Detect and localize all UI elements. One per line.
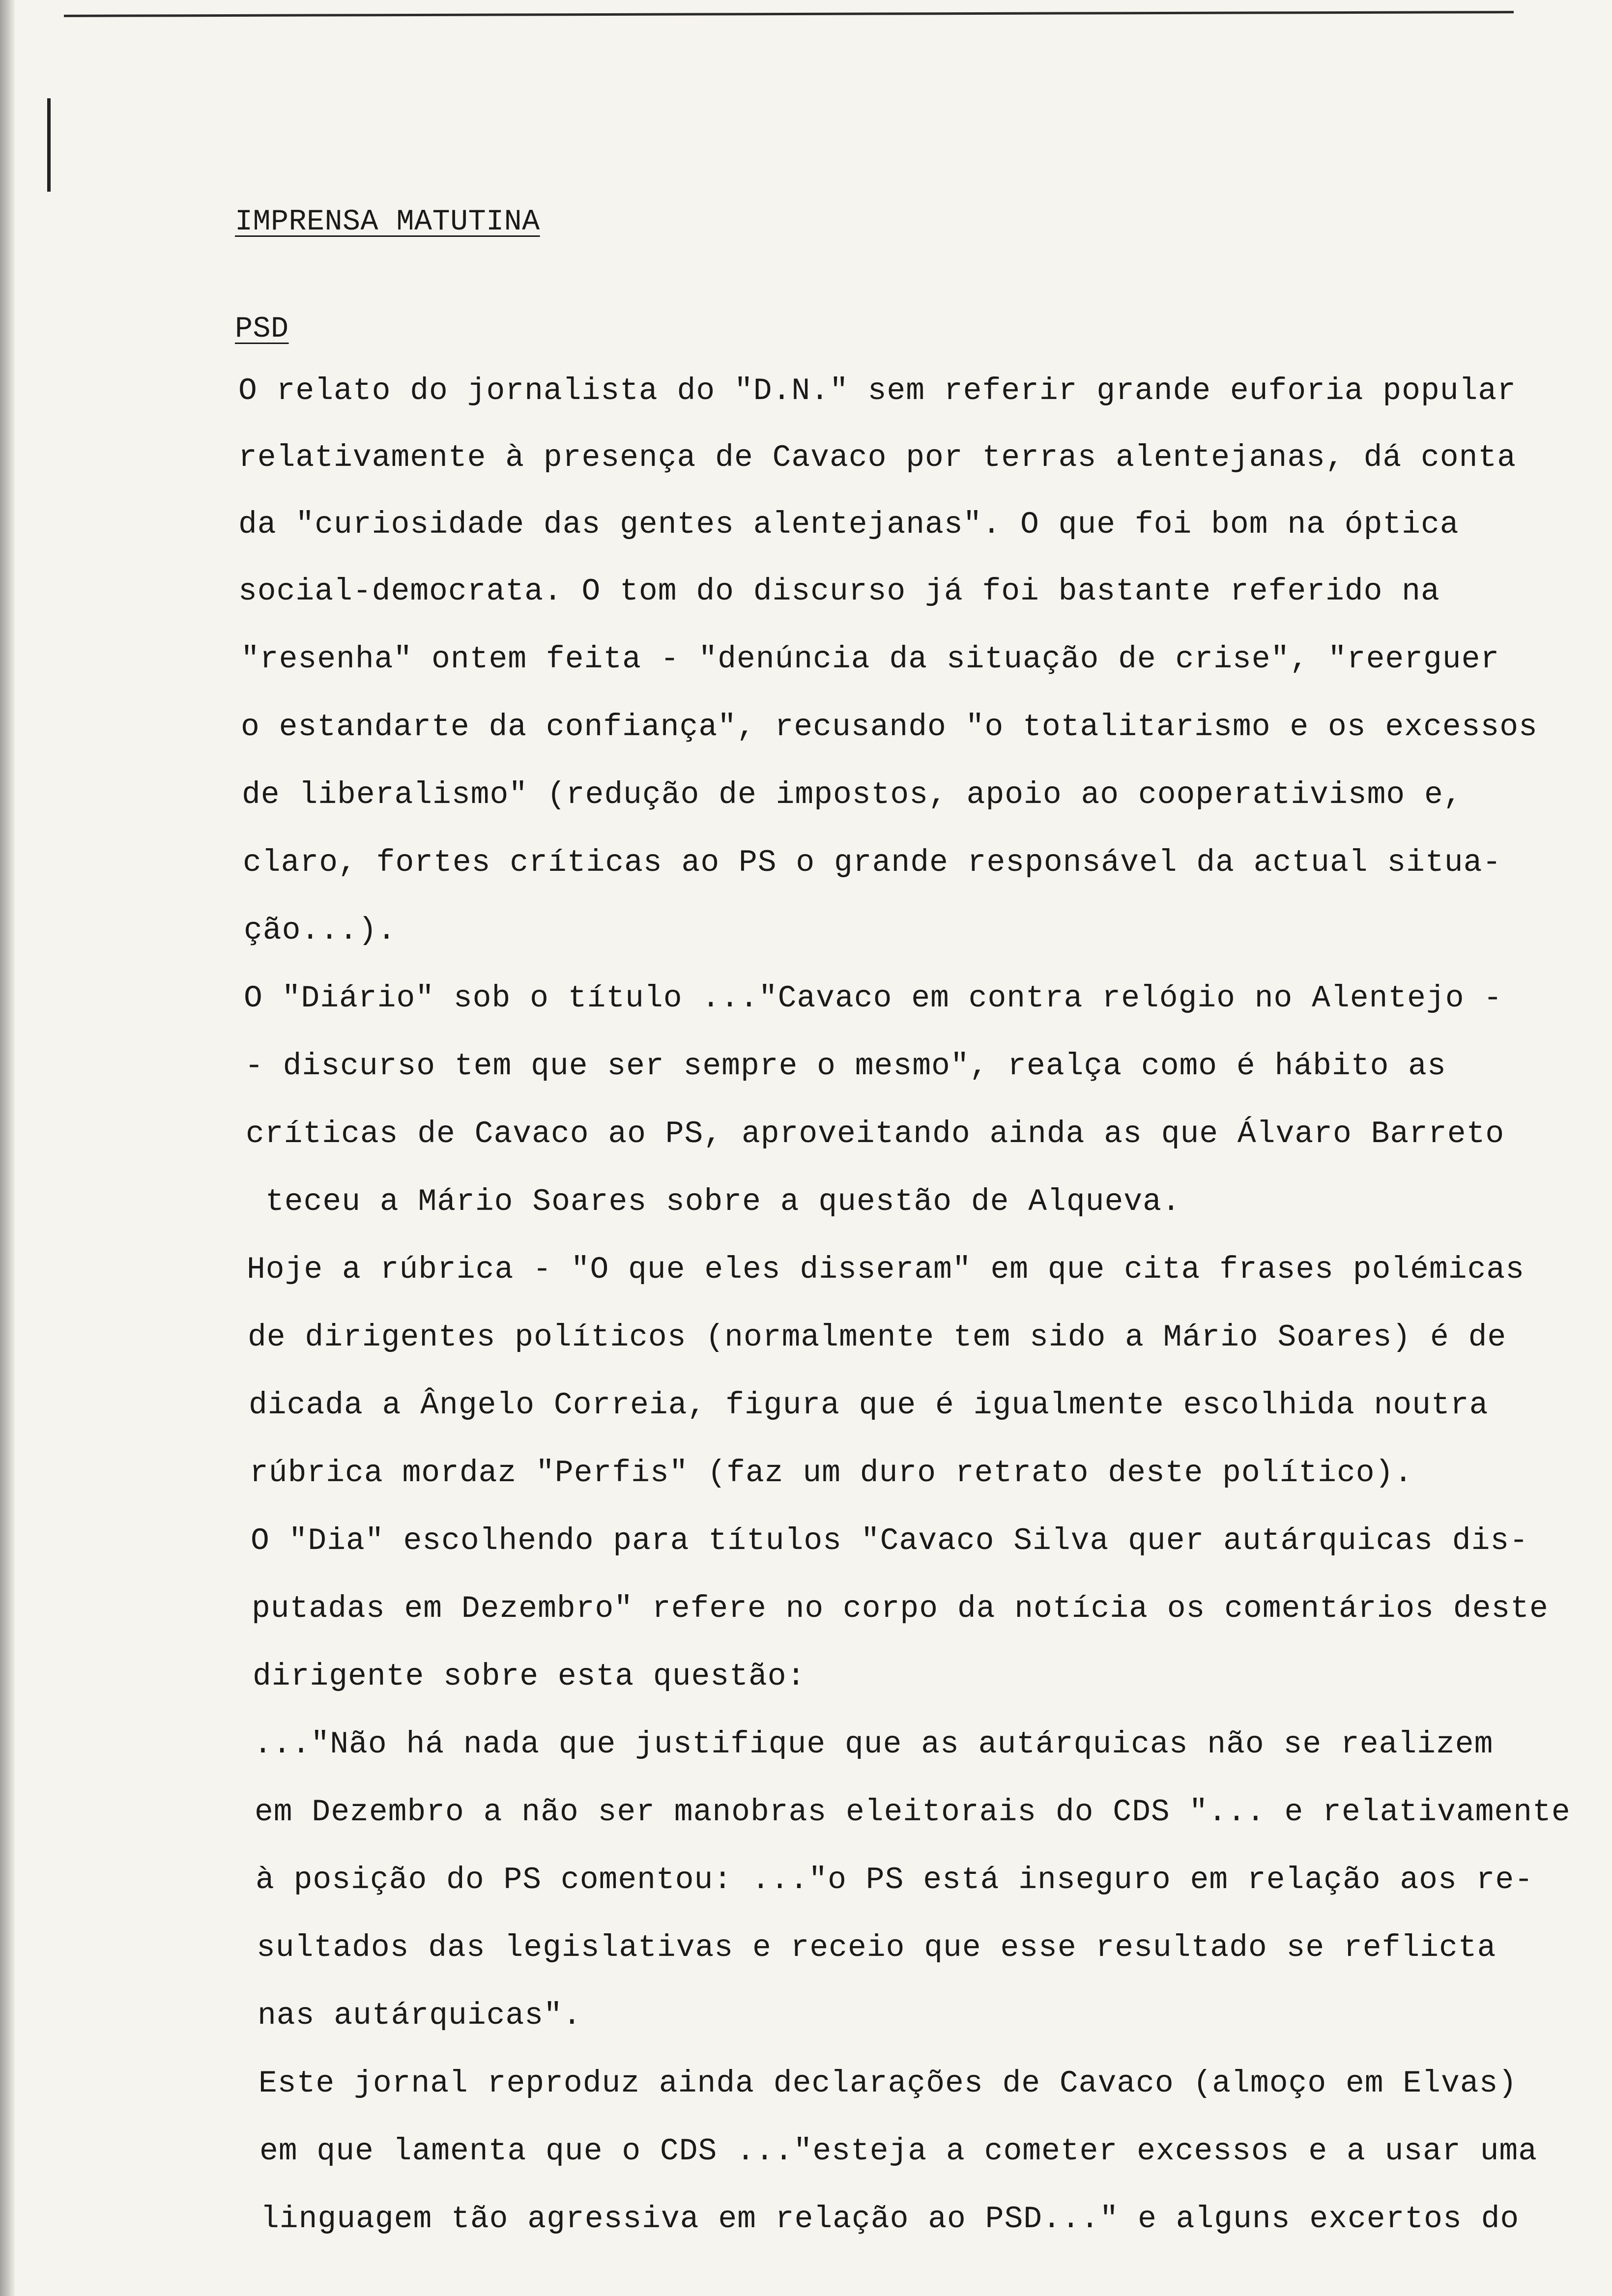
text-line: críticas de Cavaco ao PS, aproveitando ainda as que Álvaro Barreto — [246, 1117, 1505, 1151]
text-line: claro, fortes críticas ao PS o grande responsável da actual situa- — [243, 845, 1502, 880]
text-line: Hoje a rúbrica - "O que eles disseram" em que cita frases polémicas — [247, 1252, 1525, 1287]
margin-bar-mark — [47, 98, 51, 192]
text-line: relativamente à presença de Cavaco por terras alentejanas, dá conta — [238, 440, 1517, 475]
text-line: social-democrata. O tom do discurso já foi bastante referido na — [238, 574, 1440, 609]
text-line: ção...). — [244, 913, 397, 948]
text-line: rúbrica mordaz "Perfis" (faz um duro retrato deste político). — [250, 1456, 1413, 1491]
text-line: da "curiosidade das gentes alentejanas". O que foi bom na óptica — [238, 507, 1459, 542]
text-line: teceu a Mário Soares sobre a questão de Alqueva. — [265, 1184, 1181, 1219]
text-line: O "Diário" sob o título ..."Cavaco em contra relógio no Alentejo - — [244, 981, 1503, 1016]
text-line: Este jornal reproduz ainda declarações de Cavaco (almoço em Elvas) — [259, 2066, 1518, 2101]
section-title: IMPRENSA MATUTINA — [235, 205, 540, 239]
text-line: dicada a Ângelo Correia, figura que é igualmente escolhida noutra — [249, 1388, 1489, 1423]
text-line: dirigente sobre esta questão: — [253, 1659, 806, 1694]
top-rule-line — [64, 11, 1514, 17]
text-line: sultados das legislativas e receio que esse resultado se reflicta — [257, 1930, 1497, 1965]
text-line: putadas em Dezembro" refere no corpo da notícia os comentários deste — [252, 1591, 1549, 1626]
scan-left-edge — [0, 0, 15, 2296]
text-line: o estandarte da confiança", recusando "o totalitarismo e os excessos — [241, 710, 1538, 745]
text-line: ..."Não há nada que justifique que as autárquicas não se realizem — [254, 1727, 1494, 1762]
text-line: em que lamenta que o CDS ..."esteja a cometer excessos e a usar uma — [259, 2134, 1538, 2169]
text-line: à posição do PS comentou: ..."o PS está inseguro em relação aos re- — [256, 1863, 1534, 1897]
text-line: de dirigentes políticos (normalmente tem sido a Mário Soares) é de — [248, 1320, 1507, 1355]
text-line: O "Dia" escolhendo para títulos "Cavaco Silva quer autárquicas dis- — [251, 1523, 1529, 1558]
text-line: O relato do jornalista do "D.N." sem referir grande euforia popular — [238, 373, 1517, 408]
text-line: em Dezembro a não ser manobras eleitorais do CDS "... e relativamente — [255, 1795, 1571, 1830]
subsection-title: PSD — [235, 313, 289, 346]
text-line: linguagem tão agressiva em relação ao PSD..." e alguns excertos do — [260, 2202, 1520, 2237]
text-line: - discurso tem que ser sempre o mesmo", realça como é hábito as — [245, 1049, 1446, 1084]
text-line: "resenha" ontem feita - "denúncia da situação de crise", "reerguer — [241, 642, 1500, 677]
text-line: nas autárquicas". — [258, 1998, 582, 2033]
text-line: de liberalismo" (redução de impostos, apoio ao cooperativismo e, — [242, 777, 1463, 812]
